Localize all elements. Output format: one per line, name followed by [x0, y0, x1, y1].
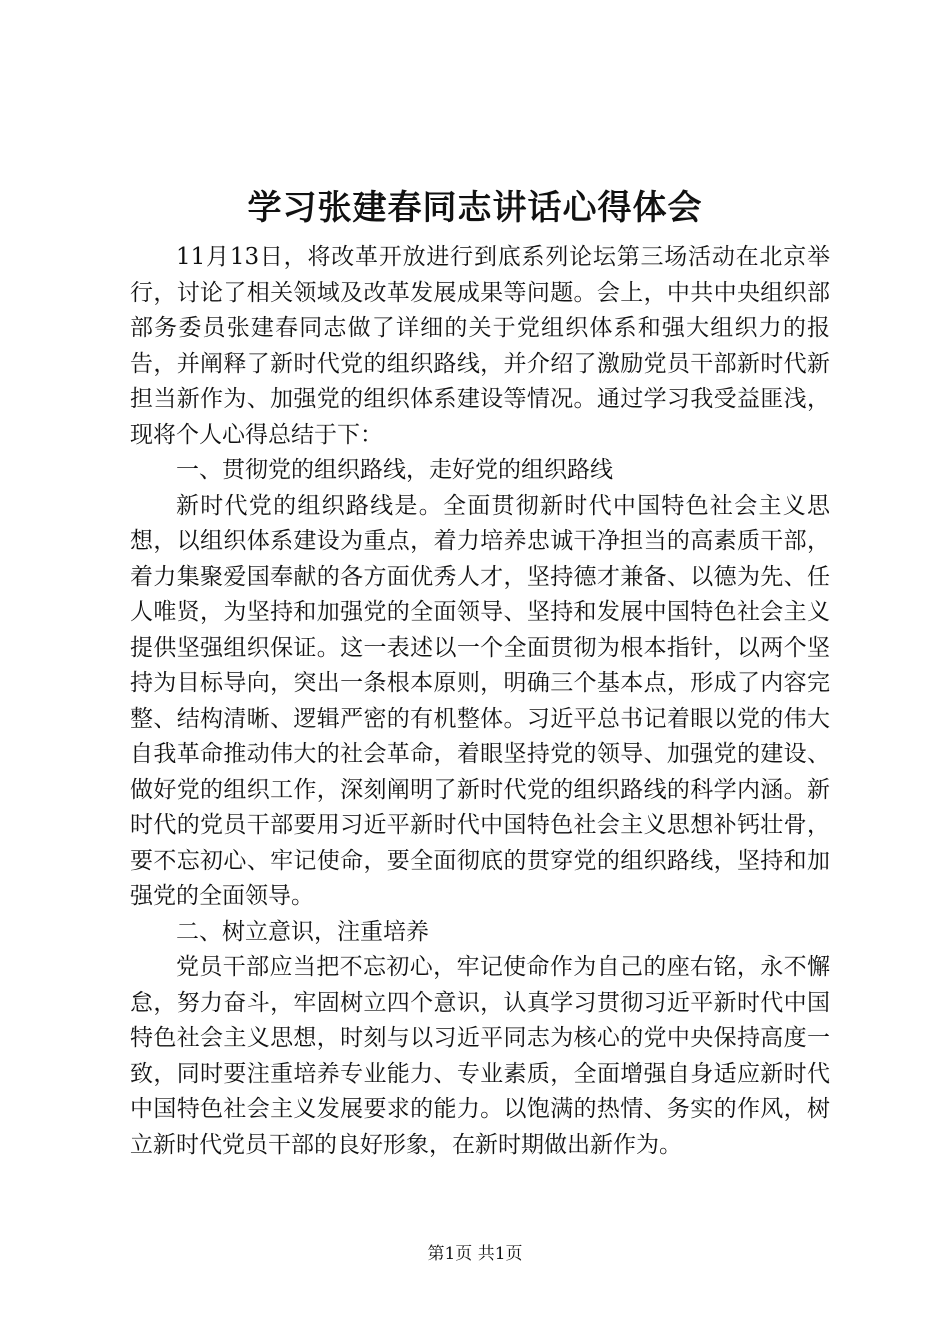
document-body	[130, 240, 830, 1163]
section-2-paragraph: 党员干部应当把不忘初心，牢记使命作为自己的座右铭，永不懈怠，努力奋斗，牢固树立四个意识，认真学习贯彻习近平新时代中国特色社会主义思想，时刻与以习近平同志为核心的党中央保持高度一致，同时要注重培养专业能力、专业素质，全面增强自身适应新时代中国特色社会主义发展要求的能力。以饱满的热情、务实的作风，树立新时代党员干部的良好形象，在新时期做出新作为。	[130, 954, 830, 1158]
section-1-paragraph: 新时代党的组织路线是。全面贯彻新时代中国特色社会主义思想，以组织体系建设为重点，着力培养忠诚干净担当的高素质干部，着力集聚爱国奉献的各方面优秀人才，坚持德才兼备、以德为先、任人唯贤，为坚持和加强党的全面领导、坚持和发展中国特色社会主义提供坚强组织保证。这一表述以一个全面贯彻为根本指针，以两个坚持为目标导向，突出一条根本原则，明确三个基本点，形成了内容完整、结构清晰、逻辑严密的有机整体。习近平总书记着眼以党的伟大自我革命推动伟大的社会革命，着眼坚持党的领导、加强党的建设、做好党的组织工作，深刻阐明了新时代党的组织路线的科学内涵。新时代的党员干部要用习近平新时代中国特色社会主义思想补钙壮骨，要不忘初心、牢记使命，要全面彻底的贯穿党的组织路线，坚持和加强党的全面领导。	[130, 492, 830, 909]
section-1-heading: 一、贯彻党的组织路线，走好党的组织路线	[176, 457, 613, 483]
document-title: 学习张建春同志讲话心得体会	[247, 188, 703, 228]
page-footer: 第1页 共1页	[427, 1244, 523, 1264]
intro-paragraph: 11月13日，将改革开放进行到底系列论坛第三场活动在北京举行，讨论了相关领域及改革发展成果等问题。会上，中共中央组织部部务委员张建春同志做了详细的关于党组织体系和强大组织力的报告，并阐释了新时代党的组织路线，并介绍了激励党员干部新时代新担当新作为、加强党的组织体系建设等情况。通过学习我受益匪浅，现将个人心得总结于下：	[130, 244, 830, 448]
section-2-heading: 二、树立意识，注重培养	[176, 918, 429, 945]
